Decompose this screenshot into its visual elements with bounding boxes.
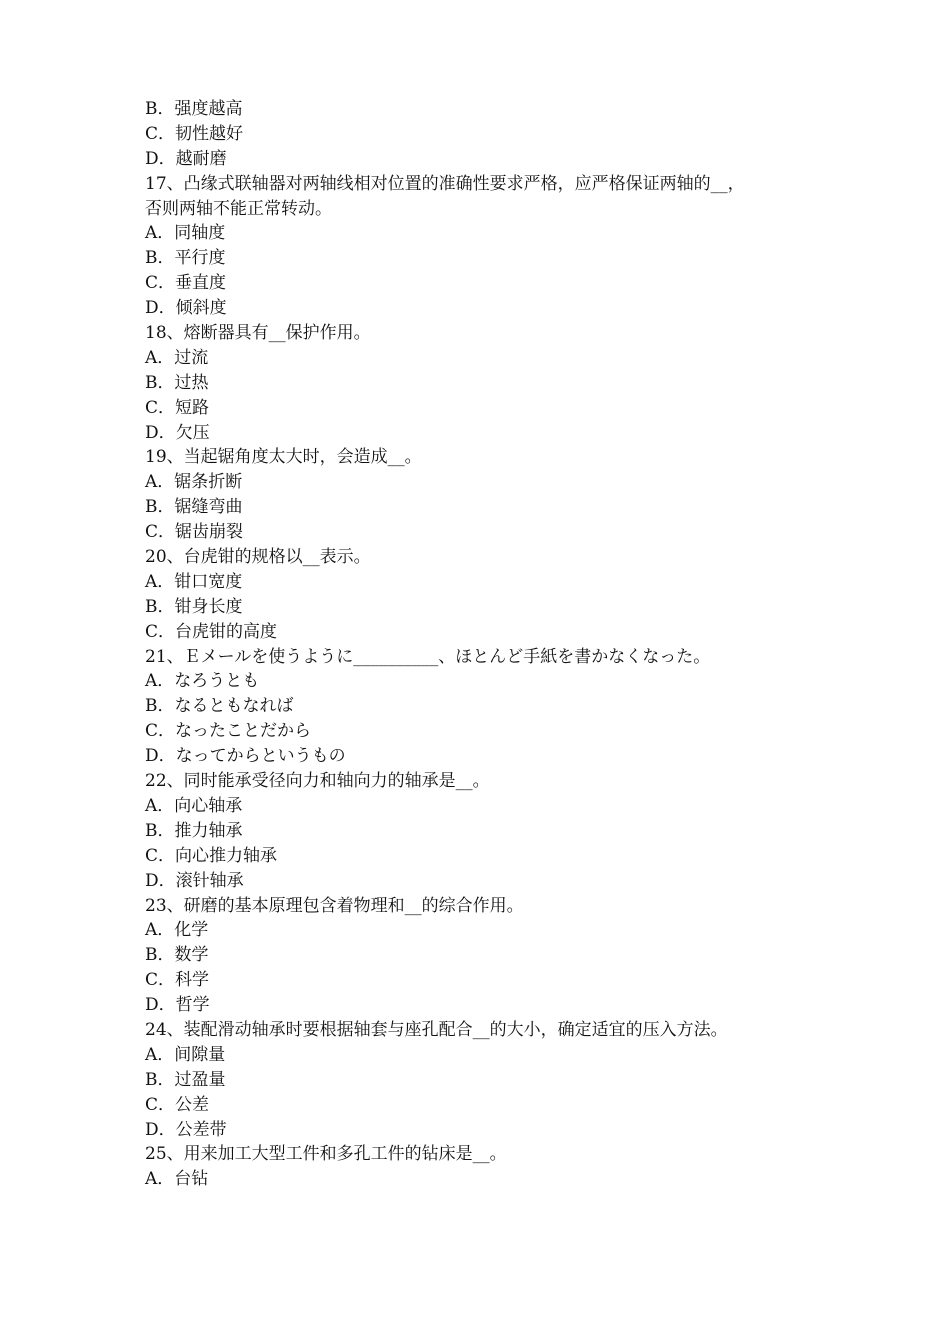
question-line: 23、研磨的基本原理包含着物理和__的综合作用。 xyxy=(145,895,524,916)
question-line: 24、装配滑动轴承时要根据轴套与座孔配合__的大小，确定适宜的压入方法。 xyxy=(145,1019,728,1040)
option-line: A．间隙量 xyxy=(145,1044,226,1065)
text-line: B．强度越高 xyxy=(145,99,243,119)
option-line: A．向心轴承 xyxy=(145,795,243,816)
option-line: B．平行度 xyxy=(145,248,226,269)
option-line: A．なろうとも xyxy=(145,671,260,692)
question-line: 17、凸缘式联轴器对两轴线相对位置的准确性要求严格，应严格保证两轴的__， xyxy=(145,173,745,194)
option-line: D．公差带 xyxy=(145,1119,227,1140)
option-line: C．なったことだから xyxy=(145,721,312,742)
option-line: B．锯缝弯曲 xyxy=(145,497,243,518)
document-body xyxy=(145,97,825,1192)
option-line: A．过流 xyxy=(145,347,209,368)
option-line: B．なるともなれば xyxy=(145,696,294,717)
option-line: D．哲学 xyxy=(145,995,210,1016)
option-line: B．数学 xyxy=(145,945,209,966)
option-line: B．推力轴承 xyxy=(145,820,243,841)
option-line: C．垂直度 xyxy=(145,273,227,294)
question-line: 20、台虎钳的规格以__表示。 xyxy=(145,547,371,568)
option-line: A．钳口宽度 xyxy=(145,571,243,592)
option-line: C．锯齿崩裂 xyxy=(145,522,244,543)
question-line: 否则两轴不能正常转动。 xyxy=(145,198,332,219)
option-line: B．过盈量 xyxy=(145,1069,226,1090)
option-line: C．短路 xyxy=(145,397,210,418)
text-line: C．韧性越好 xyxy=(145,123,244,144)
option-line: D．欠压 xyxy=(145,422,210,443)
option-line: D．なってからというもの xyxy=(145,746,346,767)
question-line: 25、用来加工大型工件和多孔工件的钻床是__。 xyxy=(145,1144,507,1165)
option-line: B．过热 xyxy=(145,372,209,393)
option-line: A．台钻 xyxy=(145,1169,209,1190)
option-line: C．公差 xyxy=(145,1094,210,1115)
option-line: A．同轴度 xyxy=(145,223,226,244)
question-line: 19、当起锯角度太大时，会造成__。 xyxy=(145,447,422,468)
option-line: D．滚针轴承 xyxy=(145,870,244,891)
question-line: 18、熔断器具有__保护作用。 xyxy=(145,323,371,344)
question-line: 21、Ｅメールを使うように__________、ほとんど手紙を書かなくなった。 xyxy=(145,646,711,667)
text-line: D．越耐磨 xyxy=(145,148,227,169)
option-line: C．向心推力轴承 xyxy=(145,845,278,866)
question-line: 22、同时能承受径向力和轴向力的轴承是__。 xyxy=(145,771,490,792)
option-line: A．化学 xyxy=(145,920,209,941)
option-line: A．锯条折断 xyxy=(145,472,243,493)
option-line: D．倾斜度 xyxy=(145,298,227,319)
option-line: C．台虎钳的高度 xyxy=(145,621,278,642)
option-line: B．钳身长度 xyxy=(145,596,243,617)
option-line: C．科学 xyxy=(145,970,210,991)
